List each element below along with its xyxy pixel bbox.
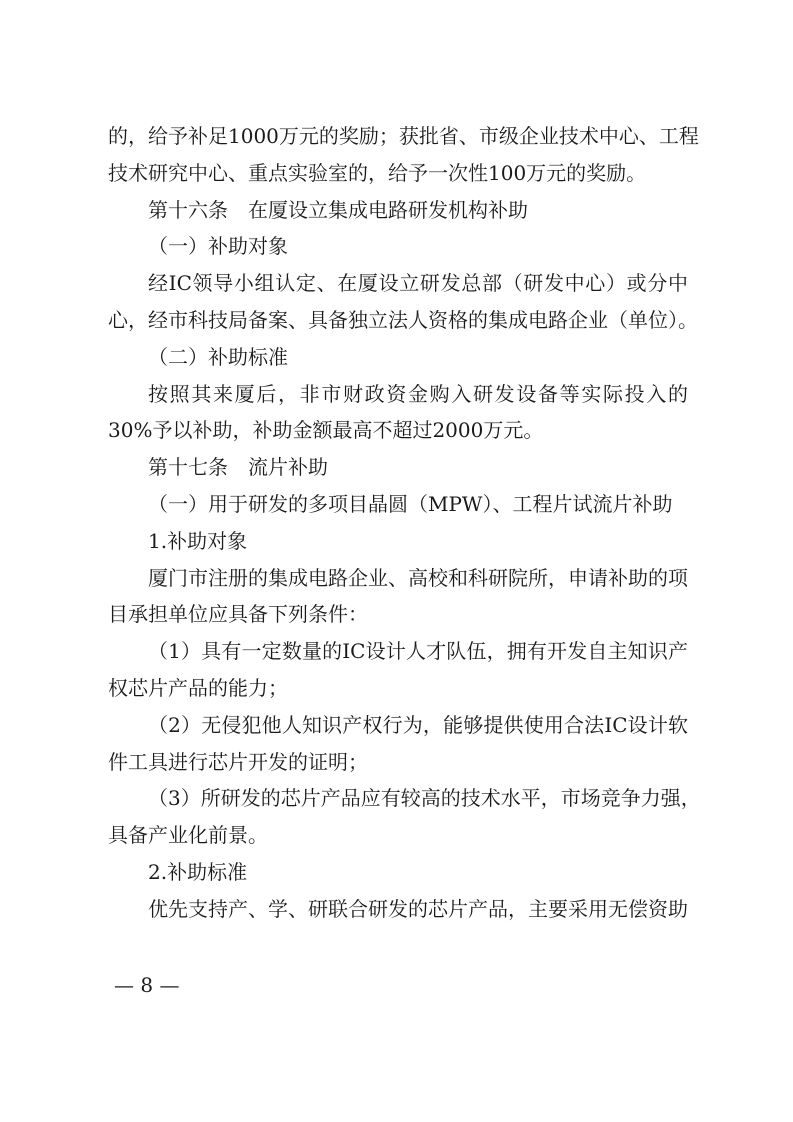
text-line: 厦门市注册的集成电路企业、高校和科研院所，申请补助的项 bbox=[148, 565, 688, 590]
section-heading: （一）补助对象 bbox=[148, 234, 288, 259]
text-line: 技术研究中心、重点实验室的，给予一次性100万元的奖励。 bbox=[108, 160, 647, 185]
subsection-heading: 2.补助标准 bbox=[148, 859, 248, 884]
list-item-text: （3）所研发的芯片产品应有较高的技术水平，市场竞争力强， bbox=[148, 786, 701, 811]
document-body bbox=[108, 118, 701, 928]
text-line: 目承担单位应具备下列条件： bbox=[108, 602, 368, 627]
text-line: 30%予以补助，补助金额最高不超过2000万元。 bbox=[108, 418, 544, 443]
article-heading: 第十七条 流片补助 bbox=[148, 455, 328, 480]
section-heading: （二）补助标准 bbox=[148, 344, 288, 369]
page-number: — 8 — bbox=[114, 973, 180, 997]
list-item-text: （1）具有一定数量的IC设计人才队伍，拥有开发自主知识产 bbox=[148, 639, 688, 664]
list-item-text: 件工具进行芯片开发的证明； bbox=[108, 749, 368, 774]
list-item-text: 具备产业化前景。 bbox=[108, 823, 268, 848]
section-heading: （一）用于研发的多项目晶圆（MPW）、工程片试流片补助 bbox=[148, 491, 673, 516]
text-line: 优先支持产、学、研联合研发的芯片产品，主要采用无偿资助 bbox=[148, 896, 688, 921]
text-line: 的，给予补足1000万元的奖励；获批省、市级企业技术中心、工程 bbox=[108, 124, 699, 148]
text-line: 心，经市科技局备案、具备独立法人资格的集成电路企业（单位）。 bbox=[108, 307, 698, 332]
text-line: 经IC领导小组认定、在厦设立研发总部（研发中心）或分中 bbox=[148, 271, 688, 296]
list-item-text: （2）无侵犯他人知识产权行为，能够提供使用合法IC设计软 bbox=[148, 712, 688, 737]
text-line: 按照其来厦后，非市财政资金购入研发设备等实际投入的 bbox=[148, 381, 688, 406]
article-heading: 第十六条 在厦设立集成电路研发机构补助 bbox=[148, 197, 528, 222]
list-item-text: 权芯片产品的能力； bbox=[108, 675, 288, 700]
subsection-heading: 1.补助对象 bbox=[148, 528, 248, 553]
